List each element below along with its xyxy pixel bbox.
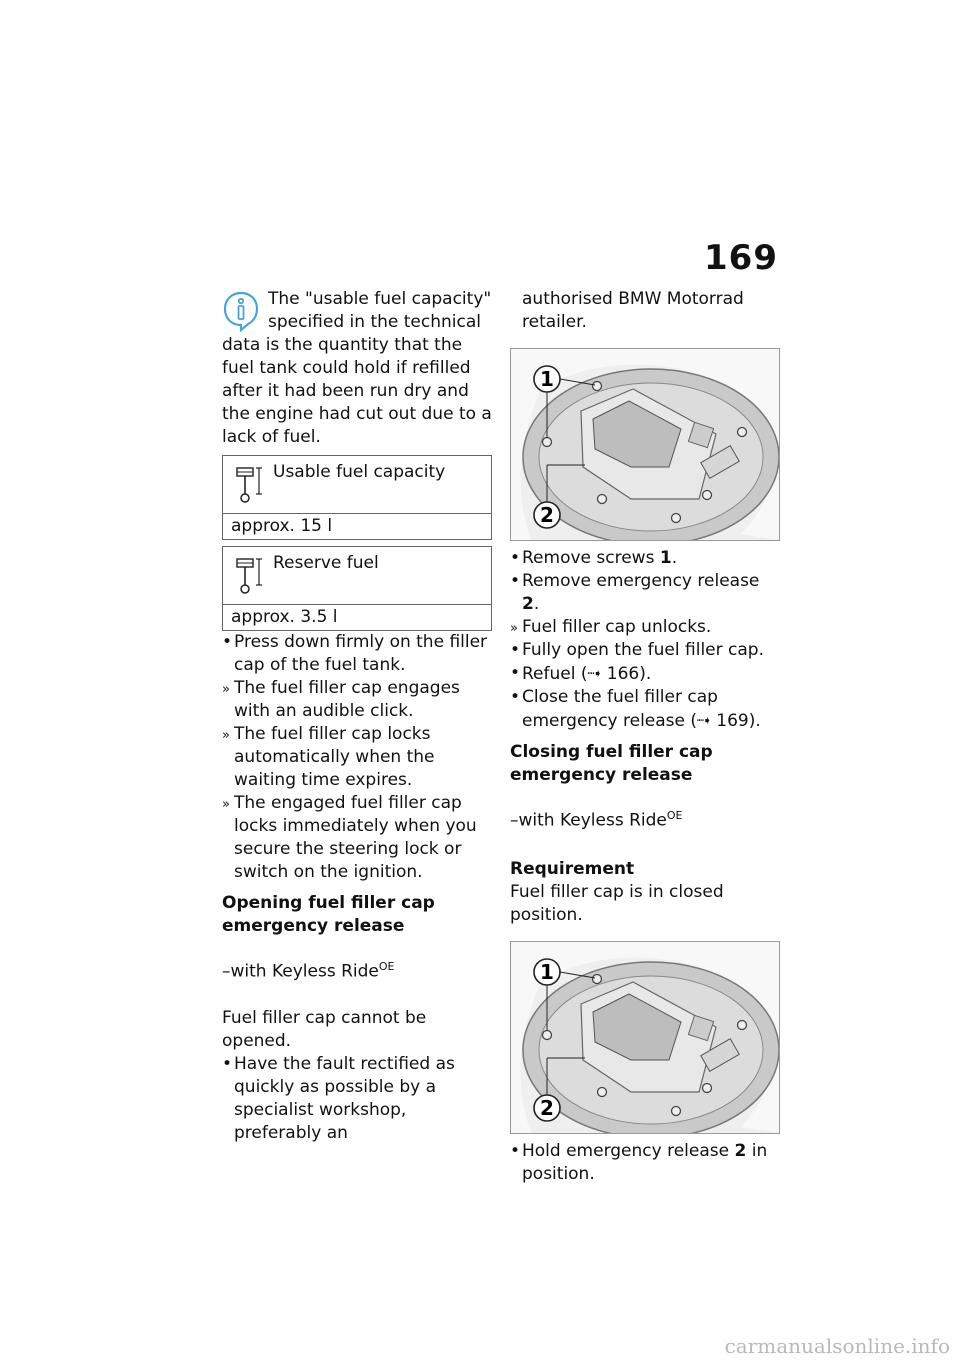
list-item: » The engaged fuel filler cap locks immediately when you secure the steering lock or switch on the ignition. <box>222 793 477 882</box>
section-heading: Closing fuel filler cap emergency release <box>510 742 713 785</box>
bullet-icon: • <box>222 632 233 652</box>
info-note <box>222 288 492 449</box>
steps-list-final <box>510 1140 780 1186</box>
result-arrow-icon: » <box>222 728 230 743</box>
list-item: • Hold emergency release 2 in position. <box>510 1140 768 1184</box>
fuel-pump-icon <box>235 464 265 506</box>
list-item: » The fuel filler cap engages with an audible click. <box>222 678 460 721</box>
bullet-icon: • <box>222 1053 233 1074</box>
list-item: • Remove screws 1. <box>510 548 678 568</box>
spec-label: Reserve fuel <box>273 553 379 573</box>
watermark: carmanualsonline.info <box>724 1334 950 1358</box>
spec-value: approx. 15 l <box>231 516 333 536</box>
figure-label-2: 2 <box>540 1095 554 1120</box>
requirement-text: Fuel filler cap is in closed position. <box>510 881 724 925</box>
page-reference-arrow-icon: ┉➧ <box>587 667 602 680</box>
list-item: » Fuel filler cap unlocks. <box>510 616 780 639</box>
result-arrow-icon: » <box>222 682 230 697</box>
figure-label-1: 1 <box>540 959 554 984</box>
spec-label: Usable fuel capacity <box>273 462 446 482</box>
continuation-text: authorised BMW Motorrad retailer. <box>522 289 744 332</box>
list-item: • Remove emergency release 2. <box>510 571 760 614</box>
fuel-cap-figure-2 <box>510 941 780 1134</box>
page-reference-arrow-icon: ┉➧ <box>697 714 711 727</box>
spec-usable-fuel <box>222 455 492 540</box>
list-item: • Refuel (┉➧ 166). <box>510 663 652 684</box>
note-text: data is the quantity that the fuel tank could hold if refilled after it had been run dry and the engine had cut out due to a lack of fuel. <box>222 335 492 447</box>
list-item: • Have the fault rectified as quickly as possible by a specialist workshop, preferably an <box>222 1053 455 1143</box>
bullet-icon: • <box>510 687 521 707</box>
fuel-cap-figure-1 <box>510 348 780 541</box>
fuel-cap-illustration <box>511 942 779 1133</box>
bullet-icon: • <box>510 571 521 591</box>
list-item: • Close the fuel filler cap emergency release (┉➧ 169). <box>510 687 761 731</box>
steps-list-right <box>510 547 780 733</box>
result-arrow-icon: » <box>222 797 230 812</box>
left-column <box>222 288 492 1145</box>
opening-list <box>222 1053 492 1145</box>
info-icon <box>222 290 260 332</box>
fuel-cap-illustration <box>511 349 779 540</box>
list-item: » The fuel filler cap locks automatically when the waiting time expires. <box>222 724 435 790</box>
bullet-icon: • <box>510 548 521 568</box>
bullet-icon: • <box>510 1140 521 1161</box>
note-line-2: specified in the technical <box>268 312 481 332</box>
right-column <box>510 288 780 1186</box>
variant-note: –with Keyless Ride$^{OE}$ <box>510 809 683 831</box>
section-heading: Opening fuel filler cap emergency release <box>222 893 435 936</box>
spec-reserve-fuel <box>222 546 492 631</box>
page-ref-link[interactable]: 166 <box>606 664 640 684</box>
fuel-pump-icon <box>235 555 265 597</box>
list-item: • Fully open the fuel filler cap. <box>510 640 764 660</box>
page-ref-link[interactable]: 169 <box>716 711 749 731</box>
intro-text: Fuel filler cap cannot be opened. <box>222 1007 427 1051</box>
variant-note: –with Keyless Ride$^{OE}$ <box>222 960 395 982</box>
list-item: • Press down firmly on the filler cap of the fuel tank. <box>222 632 488 675</box>
note-line-1: The "usable fuel capacity" <box>268 289 492 309</box>
steps-list-left <box>222 631 492 884</box>
spec-value: approx. 3.5 l <box>231 607 338 627</box>
requirement-title: Requirement <box>510 858 635 879</box>
bullet-icon: • <box>510 663 521 683</box>
bullet-icon: • <box>510 640 521 660</box>
figure-label-2: 2 <box>540 503 554 527</box>
result-arrow-icon: » <box>510 621 518 636</box>
figure-label-1: 1 <box>540 367 554 391</box>
page-number: 169 <box>704 238 778 278</box>
